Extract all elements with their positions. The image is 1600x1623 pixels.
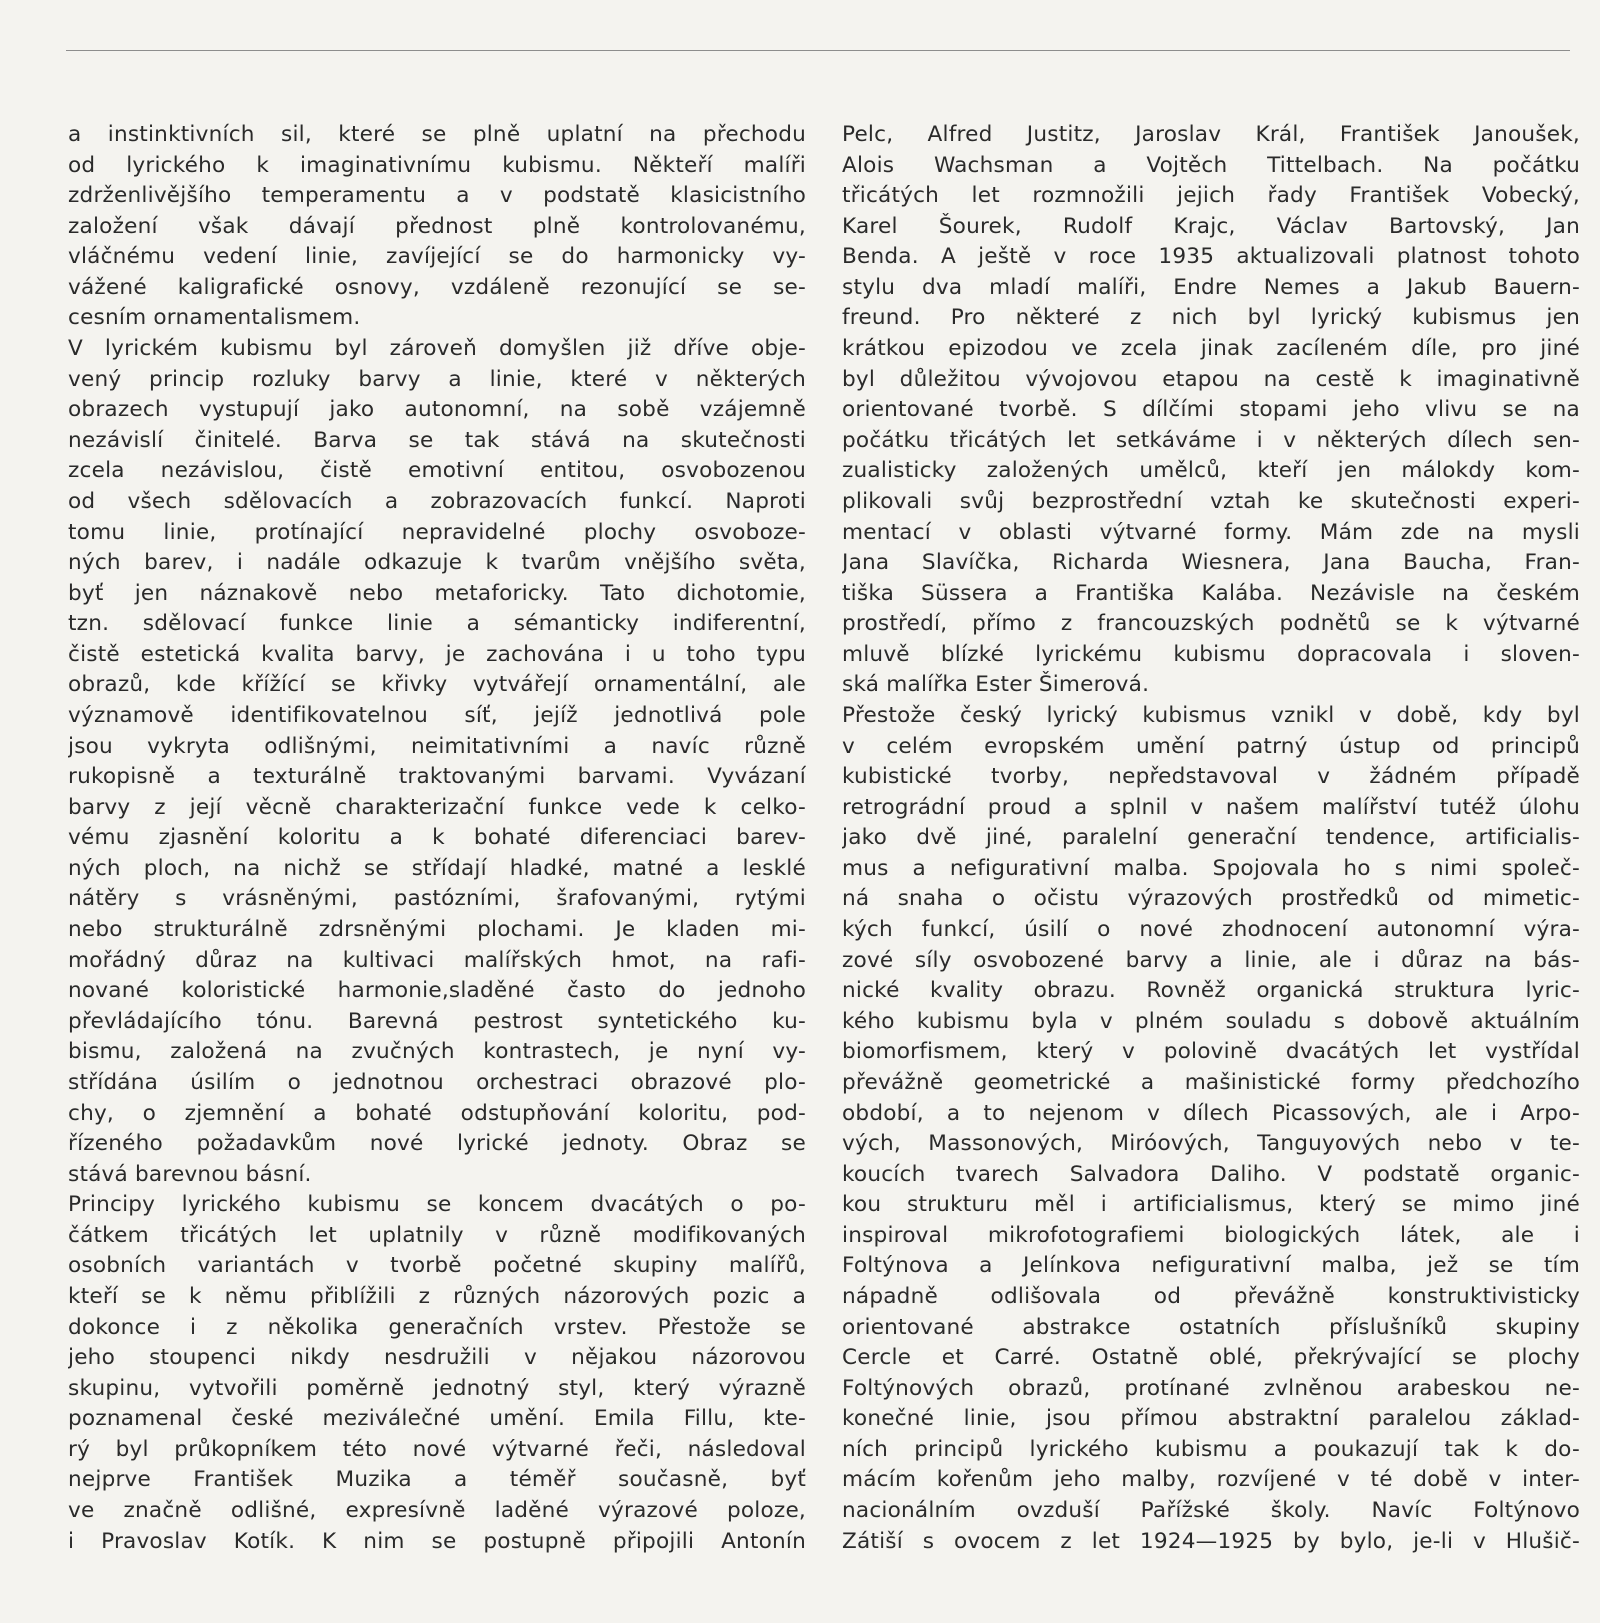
text-line: cesním ornamentalismem.	[68, 305, 361, 331]
text-line: byl důležitou vývojovou etapou na cestě k imaginativně	[842, 366, 1580, 392]
text-line: období, a to nejenom v dílech Picassových, ale i Arpo-	[842, 1100, 1580, 1126]
text-line: ve značně odlišné, expresívně laděné výrazové poloze,	[68, 1498, 806, 1524]
text-line: střídána úsilím o jednotnou orchestraci obrazové plo-	[68, 1069, 806, 1095]
text-line: Foltýnových obrazů, protínané zvlněnou arabeskou ne-	[842, 1375, 1580, 1401]
text-line: nebo strukturálně zdrsněnými plochami. Je kladen mi-	[68, 917, 806, 943]
text-line: konečné linie, jsou přímou abstraktní paralelou základ-	[842, 1406, 1580, 1432]
text-line: ská malířka Ester Šimerová.	[842, 672, 1150, 698]
text-line: dokonce i z několika generačních vrstev. Přestože se	[68, 1314, 806, 1340]
text-line: bismu, založená na zvučných kontrastech, je nyní vy-	[68, 1039, 806, 1065]
text-line: freund. Pro některé z nich byl lyrický kubismus jen	[842, 305, 1580, 331]
text-line: barvy z její věcně charakterizační funkce vede k celko-	[68, 794, 806, 820]
text-line: třicátých let rozmnožili jejich řady František Vobecký,	[842, 183, 1580, 209]
text-line: orientované abstrakce ostatních příslušníků skupiny	[842, 1314, 1580, 1340]
text-line: chy, o zjemnění a bohaté odstupňování koloritu, pod-	[68, 1100, 806, 1126]
text-line: a instinktivních sil, které se plně uplatní na přechodu	[68, 122, 806, 147]
text-line: Karel Šourek, Rudolf Krajc, Václav Bartovský, Jan	[842, 213, 1580, 239]
text-line: ných ploch, na nichž se střídají hladké, matné a lesklé	[68, 855, 806, 881]
text-line: V lyrickém kubismu byl zároveň domyšlen již dříve obje-	[68, 336, 806, 362]
text-line: Foltýnova a Jelínkova nefigurativní malba, jež se tím	[842, 1253, 1580, 1279]
text-line: jeho stoupenci nikdy nesdružili v nějakou názorovou	[68, 1345, 806, 1371]
text-line: vážené kaligrafické osnovy, vzdáleně rezonující se se-	[68, 274, 806, 300]
right-text-column	[842, 120, 1580, 1557]
text-line: koucích tvarech Salvadora Daliho. V podstatě organic-	[842, 1161, 1580, 1187]
text-line: byť jen náznakově nebo metaforicky. Tato dichotomie,	[68, 580, 806, 606]
text-line: kého kubismu byla v plném souladu s dobově aktuálním	[842, 1008, 1580, 1034]
text-line: Zátiší s ovocem z let 1924—1925 by bylo, je-li v Hlušič-	[842, 1528, 1580, 1554]
text-line: ná snaha o očistu výrazových prostředků od mimetic-	[842, 886, 1580, 912]
text-line: ných barev, i nadále odkazuje k tvarům vnějšího světa,	[68, 550, 806, 576]
text-line: rukopisně a texturálně traktovanými barvami. Vyvázaní	[68, 764, 806, 790]
text-line: mořádný důraz na kultivaci malířských hmot, na rafi-	[68, 947, 806, 973]
text-line: počátku třicátých let setkáváme i v některých dílech sen-	[842, 427, 1580, 453]
text-line: Cercle et Carré. Ostatně oblé, překrývající se plochy	[842, 1345, 1580, 1371]
text-line: převážně geometrické a mašinistické formy předchozího	[842, 1069, 1580, 1095]
text-line: řízeného požadavkům nové lyrické jednoty. Obraz se	[68, 1131, 806, 1157]
text-line: významově identifikovatelnou síť, jejíž jednotlivá pole	[68, 702, 806, 728]
text-line: mácím kořenům jeho malby, rozvíjené v té době v inter-	[842, 1467, 1580, 1493]
top-rule	[66, 50, 1570, 51]
text-line: vený princip rozluky barvy a linie, které v některých	[68, 366, 806, 392]
text-line: nované koloristické harmonie,sladěné často do jednoho	[68, 978, 806, 1004]
text-line: obrazů, kde křížící se křivky vytvářejí ornamentální, ale	[68, 672, 806, 698]
text-line: jsou vykryta odlišnými, neimitativními a navíc různě	[68, 733, 806, 759]
text-line: tiška Süssera a Františka Kalába. Nezávisle na českém	[842, 580, 1580, 606]
text-line: nejprve František Muzika a téměř současně, byť	[68, 1467, 806, 1493]
text-line: Alois Wachsman a Vojtěch Tittelbach. Na počátku	[842, 152, 1580, 178]
text-line: ních principů lyrického kubismu a poukazují tak k do-	[842, 1436, 1580, 1462]
text-line: tzn. sdělovací funkce linie a sémanticky indiferentní,	[68, 611, 806, 637]
text-line: kteří se k němu přiblížili z různých názorových pozic a	[68, 1283, 806, 1309]
text-line: biomorfismem, který v polovině dvacátých let vystřídal	[842, 1039, 1580, 1065]
text-line: poznamenal české meziválečné umění. Emila Fillu, kte-	[68, 1406, 806, 1432]
text-line: Jana Slavíčka, Richarda Wiesnera, Jana Baucha, Fran-	[842, 550, 1580, 576]
text-line: nápadně odlišovala od převážně konstruktivisticky	[842, 1283, 1580, 1309]
text-line: založení však dávají přednost plně kontrolovanému,	[68, 213, 806, 239]
text-line: mentací v oblasti výtvarné formy. Mám zde na mysli	[842, 519, 1580, 545]
text-line: tomu linie, protínající nepravidelné plochy osvoboze-	[68, 519, 806, 545]
text-line: Přestože český lyrický kubismus vznikl v době, kdy byl	[842, 702, 1580, 728]
text-line: nacionálním ovzduší Pařížské školy. Navíc Foltýnovo	[842, 1498, 1580, 1524]
text-line: čátkem třicátých let uplatnily v různě modifikovaných	[68, 1222, 806, 1248]
text-line: nické kvality obrazu. Rovněž organická struktura lyric-	[842, 978, 1580, 1004]
text-line: mluvě blízké lyrickému kubismu dopracovala i sloven-	[842, 641, 1580, 667]
text-line: obrazech vystupují jako autonomní, na sobě vzájemně	[68, 397, 806, 423]
text-line: vláčnému vedení linie, zavíjející se do harmonicky vy-	[68, 244, 806, 270]
text-line: Pelc, Alfred Justitz, Jaroslav Král, František Janoušek,	[842, 122, 1580, 147]
text-line: i Pravoslav Kotík. K nim se postupně připojili Antonín	[68, 1528, 806, 1554]
text-line: nezávislí činitelé. Barva se tak stává na skutečnosti	[68, 427, 806, 453]
text-line: Benda. A ještě v roce 1935 aktualizovali platnost tohoto	[842, 244, 1580, 270]
text-line: čistě estetická kvalita barvy, je zachována i u toho typu	[68, 641, 806, 667]
text-line: zové síly osvobozené barvy a linie, ale i důraz na bás-	[842, 947, 1580, 973]
text-line: inspiroval mikrofotografiemi biologických látek, ale i	[842, 1222, 1580, 1248]
text-line: stylu dva mladí malíři, Endre Nemes a Jakub Bauern-	[842, 274, 1580, 300]
text-line: vých, Massonových, Miróových, Tanguyových nebo v te-	[842, 1131, 1580, 1157]
text-line: převládajícího tónu. Barevná pestrost syntetického ku-	[68, 1008, 806, 1034]
text-line: krátkou epizodou ve zcela jinak zacíleném díle, pro jiné	[842, 336, 1580, 362]
text-line: skupinu, vytvořili poměrně jednotný styl, který výrazně	[68, 1375, 806, 1401]
text-line: kubistické tvorby, nepředstavoval v žádném případě	[842, 764, 1580, 790]
text-line: retrográdní proud a splnil v našem malířství tutéž úlohu	[842, 794, 1580, 820]
text-line: rý byl průkopníkem této nové výtvarné řeči, následoval	[68, 1436, 806, 1462]
text-line: zualisticky založených umělců, kteří jen málokdy kom-	[842, 458, 1580, 484]
text-line: od lyrického k imaginativnímu kubismu. Někteří malíři	[68, 152, 806, 178]
text-line: nátěry s vrásněnými, pastózními, šrafovanými, rytými	[68, 886, 806, 912]
text-line: kých funkcí, úsilí o nové zhodnocení autonomní výra-	[842, 917, 1580, 943]
text-line: v celém evropském umění patrný ústup od principů	[842, 733, 1580, 759]
text-line: mus a nefigurativní malba. Spojovala ho s nimi společ-	[842, 855, 1580, 881]
text-line: stává barevnou básní.	[68, 1161, 312, 1187]
text-line: od všech sdělovacích a zobrazovacích funkcí. Naproti	[68, 488, 806, 514]
text-line: prostředí, přímo z francouzských podnětů se k výtvarné	[842, 611, 1580, 637]
text-line: zdrženlivějšího temperamentu a v podstatě klasicistního	[68, 183, 806, 209]
text-line: vému zjasnění koloritu a k bohaté diferenciaci barev-	[68, 825, 806, 851]
left-text-column	[68, 120, 806, 1557]
text-line: plikovali svůj bezprostřední vztah ke skutečnosti experi-	[842, 488, 1580, 514]
text-line: kou strukturu měl i artificialismus, který se mimo jiné	[842, 1192, 1580, 1218]
text-line: jako dvě jiné, paralelní generační tendence, artificialis-	[842, 825, 1580, 851]
text-line: osobních variantách v tvorbě početné skupiny malířů,	[68, 1253, 806, 1279]
text-line: Principy lyrického kubismu se koncem dvacátých o po-	[68, 1192, 806, 1218]
text-line: zcela nezávislou, čistě emotivní entitou, osvobozenou	[68, 458, 806, 484]
text-line: orientované tvorbě. S dílčími stopami jeho vlivu se na	[842, 397, 1580, 423]
